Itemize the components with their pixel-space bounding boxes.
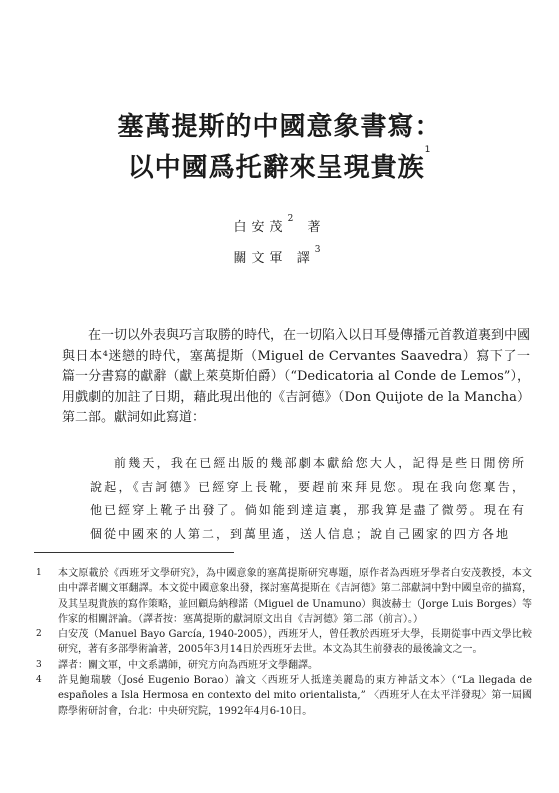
translator-line <box>0 247 559 266</box>
footnote-ref-3[interactable]: 3 <box>314 245 326 255</box>
footnote-ref-2[interactable]: 2 <box>287 214 299 224</box>
footnote-3 <box>36 658 532 673</box>
footnote-number: 1 <box>36 568 42 578</box>
block-quote: 前幾天，我在已經出版的幾部劇本獻給您大人，記得是些日閒傍所說起，《吉訶德》已經穿上長靴，要趕前來拜見您。現在我向您稟告，他已經穿上靴子出發了。倘如能到達這裏，那我算是盡了微勞。現在有個從中國來的人第二，到萬里遙，送人信息；說自己國家的四方各地 <box>90 456 526 541</box>
footnote-text: 本文原載於《西班牙文學研究》，為中國意象的塞萬提斯研究專題，原作者為西班牙學者白安茂教授，本文由中譯者關文軍翻譯。本文從中國意象出發，探討塞萬提斯在《吉訶德》第二部獻詞中對中國皇帝的描寫，及其呈現貴族的寫作策略，並回顧烏納穆諾（Miguel de Unamuno）與波赫士（Jorge Luis Borges）等作家的相關評論。（譯者按：塞萬提斯的獻詞原文出自《吉訶德》第二部（前言）。） <box>58 568 532 625</box>
footnote-4 <box>36 673 532 719</box>
translator-role: 譯 <box>296 251 315 266</box>
footnote-text: 白安茂（Manuel Bayo García, 1940-2005），西班牙人，曾任教於西班牙大學，長期從事中西文學比較研究，著有多部學術論著，2005年3月14日於西班牙去世。本文為其生前發表的最後論文之一。 <box>58 629 532 656</box>
footnote-2 <box>36 627 532 658</box>
title-line-1: 塞萬提斯的中國意象書寫： <box>117 112 442 142</box>
footnote-text: 譯者：關文軍，中文系講師，研究方向為西班牙文學翻譯。 <box>58 659 318 671</box>
author-line <box>0 216 559 235</box>
footnote-divider <box>34 552 234 553</box>
footnote-ref-1[interactable]: 1 <box>424 145 432 155</box>
intro-paragraph: 在一切以外表與巧言取勝的時代，在一切陷入以日耳曼傳播元首教道裏到中國與日本⁴迷戀的時代，塞萬提斯（Miguel de Cervantes Saavedra）寫下了一篇一分書寫的獻辭（獻上萊莫斯伯爵）（“Dedicatoria al Conde de Lemos”），用戲劇的加註了日期，藉此現出他的《吉訶德》（Don Quijote de la Mancha）第二部。獻詞如此寫道： <box>62 328 531 425</box>
title-line-2: 以中國爲托辭來呈現貴族$^1$ <box>127 145 432 183</box>
footnote-text: 許見鮑瑞駿（José Eugenio Borao）論文〈西班牙人抵達美麗島的東方神話文本〉（“La llegada de españoles a Isla Hermosa en contexto del mito orientalista,” 〈西班牙人在太平洋發現〉第一屆國際學術研討會，台北：中央研究院，1992年4月6-10日。 <box>58 675 532 717</box>
footnote-number: 3 <box>36 659 42 670</box>
footnotes <box>36 566 532 719</box>
footnote-number: 2 <box>36 629 42 640</box>
footnote-1 <box>36 566 532 627</box>
author-name: 白安茂 <box>233 220 288 235</box>
author-role: 著 <box>307 220 326 235</box>
footnote-number: 4 <box>36 675 42 686</box>
translator-name: 關文軍 <box>233 251 288 266</box>
